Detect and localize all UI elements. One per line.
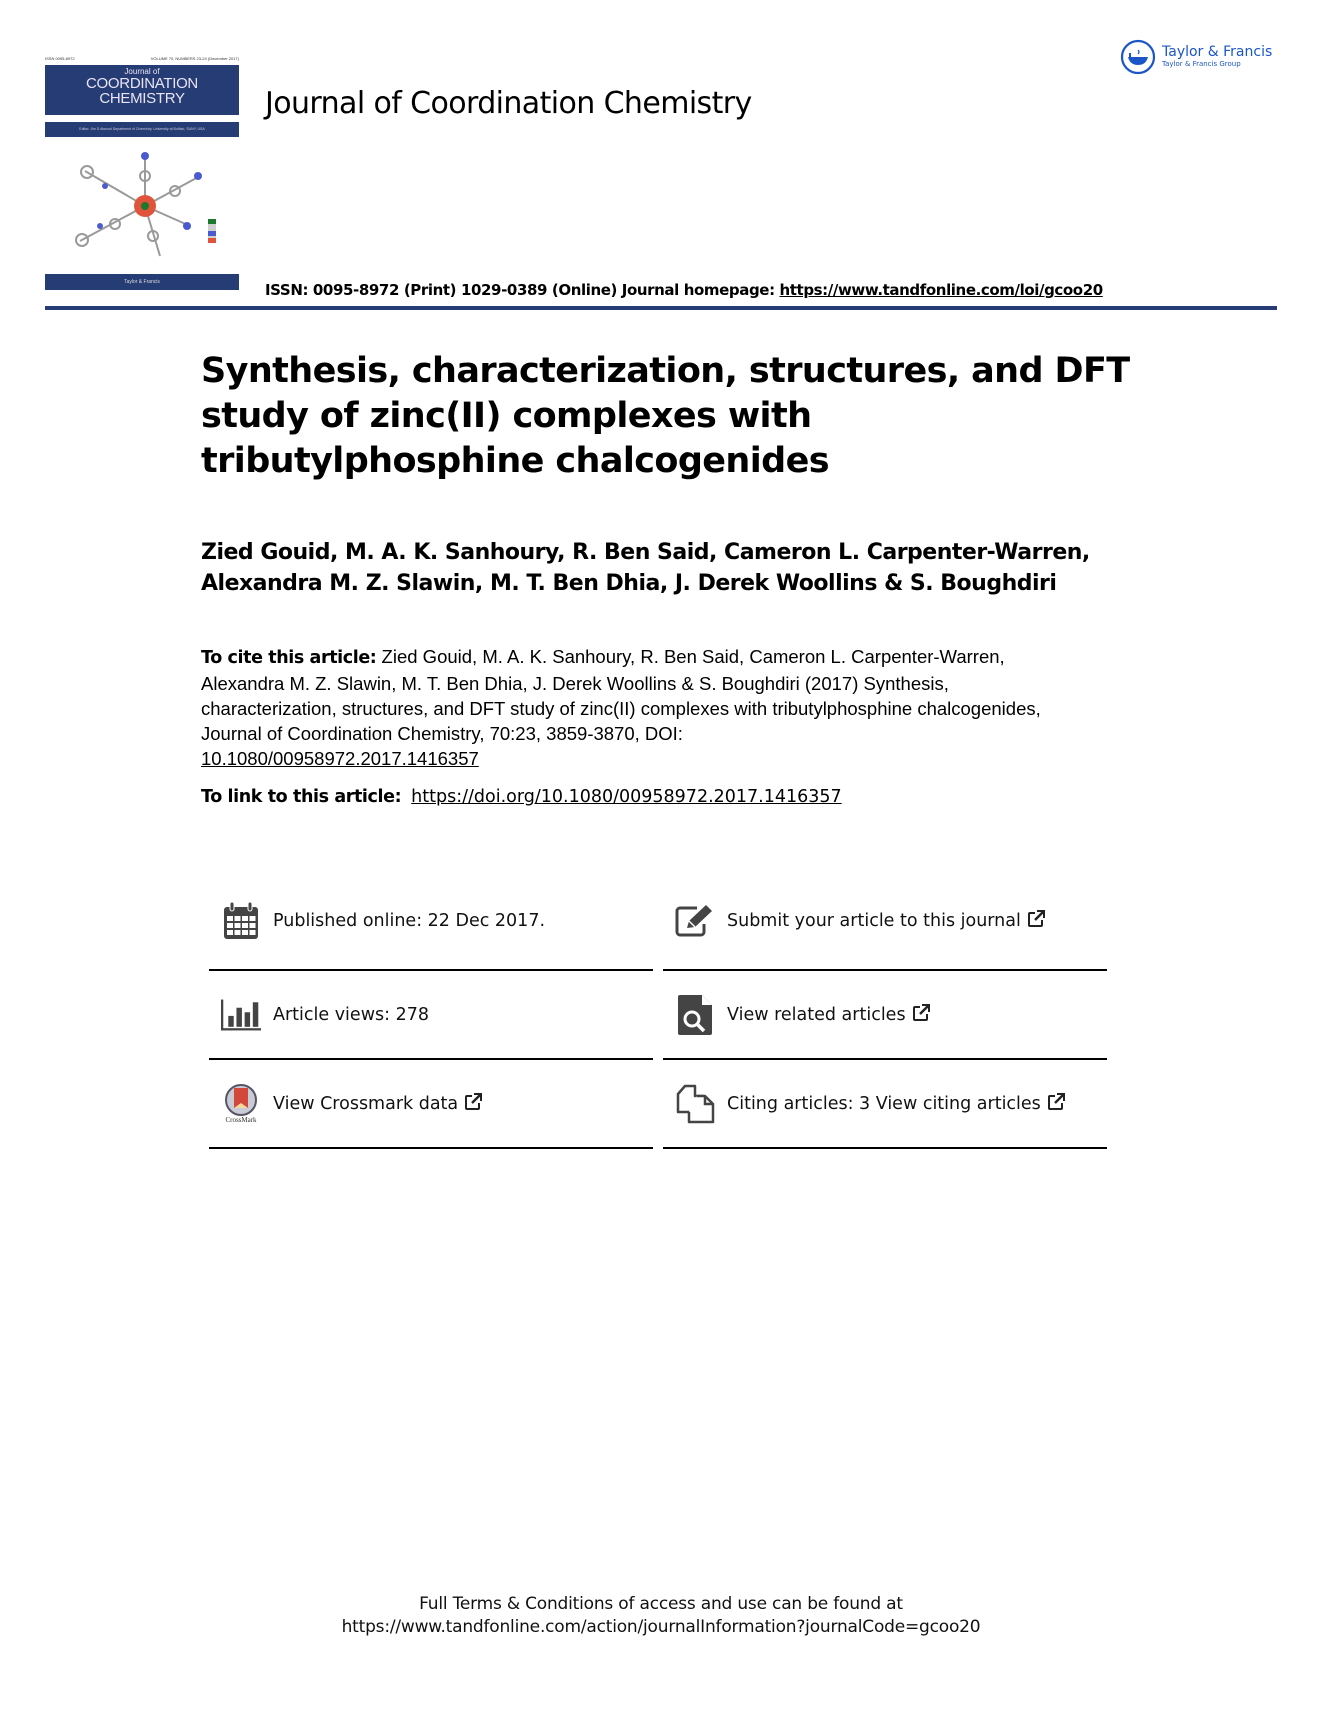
footer-terms-url[interactable]: https://www.tandfonline.com/action/journalInformation?journalCode=gcoo20: [341, 1617, 981, 1637]
related-articles-item[interactable]: [663, 971, 1107, 1059]
cover-title-band: [45, 65, 239, 115]
published-online-label: Published online: 22 Dec 2017.: [273, 911, 546, 931]
article-views-label: Article views: 278: [273, 1005, 429, 1025]
citing-articles-item[interactable]: [663, 1060, 1107, 1148]
external-link-icon: [464, 1093, 482, 1116]
cover-header-strip: [45, 56, 239, 64]
related-articles-label[interactable]: View related articles: [727, 1005, 906, 1025]
grid-divider: [663, 1147, 1107, 1149]
cite-label: To cite this article:: [201, 648, 377, 668]
link-label: To link to this article:: [201, 787, 402, 807]
publisher-name: Taylor & Francis: [1162, 44, 1273, 60]
cover-volume: VOLUME 70, NUMBERS 23-24 (December 2017): [150, 56, 239, 61]
submit-article-label[interactable]: Submit your article to this journal: [727, 911, 1021, 931]
article-views-item: [209, 971, 653, 1059]
footer-line-1: Full Terms & Conditions of access and use can be found at: [419, 1594, 903, 1614]
crossmark-caption: CrossMark: [225, 1116, 257, 1124]
terms-footer: [0, 1593, 1322, 1639]
molecular-structure-illustration: [65, 146, 225, 261]
cover-publisher-band: Taylor & Francis: [45, 274, 239, 290]
cover-title-line1: COORDINATION: [86, 75, 198, 92]
cover-journal-of: Journal of: [124, 67, 160, 76]
crossmark-icon: [221, 1084, 261, 1124]
header-divider: [45, 306, 1277, 310]
article-link-line: [201, 787, 842, 807]
submit-article-item[interactable]: [663, 877, 1107, 965]
publisher-group: Taylor & Francis Group: [1162, 60, 1241, 68]
issn-line: [265, 281, 1103, 299]
journal-homepage-link[interactable]: https://www.tandfonline.com/loi/gcoo20: [779, 281, 1103, 299]
citation-block: [201, 644, 1081, 771]
journal-cover-image: [45, 56, 239, 292]
lamp-icon: [1120, 39, 1156, 75]
article-authors: Zied Gouid, M. A. K. Sanhoury, R. Ben Said, Cameron L. Carpenter-Warren, Alexandra M. Z. Slawin, M. T. Ben Dhia, J. Derek Woollins & S. Boughdiri: [201, 540, 1090, 596]
cover-title-line2: CHEMISTRY: [99, 90, 185, 107]
document-search-icon: [675, 995, 715, 1035]
journal-title: Journal of Coordination Chemistry: [265, 86, 752, 121]
cite-doi-link[interactable]: 10.1080/00958972.2017.1416357: [201, 748, 479, 769]
published-online-item: [209, 877, 653, 965]
edit-icon: [675, 901, 715, 941]
crossmark-item[interactable]: [209, 1060, 653, 1148]
calendar-icon: [221, 901, 261, 941]
grid-divider: [209, 1147, 653, 1149]
external-link-icon: [1047, 1093, 1065, 1116]
external-link-icon: [1027, 910, 1045, 933]
external-link-icon: [912, 1004, 930, 1027]
cite-text: Zied Gouid, M. A. K. Sanhoury, R. Ben Said, Cameron L. Carpenter-Warren, Alexandra M. Z. Slawin, M. T. Ben Dhia, J. Derek Woollins & S. Boughdiri (2017) Synthesis, characterization, structures, and DFT study of zinc(II) complexes with tributylphosphine chalcogenides, Journal of Coordination Chemistry, 70:23, 3859-3870, DOI:: [201, 646, 1041, 744]
publisher-logo[interactable]: [1120, 39, 1272, 75]
citing-articles-label[interactable]: Citing articles: 3 View citing articles: [727, 1094, 1041, 1114]
bar-chart-icon: [221, 995, 261, 1035]
cover-issn: ISSN 0095-8972: [45, 56, 75, 61]
crossmark-label[interactable]: View Crossmark data: [273, 1094, 459, 1114]
article-doi-link[interactable]: https://doi.org/10.1080/00958972.2017.1416357: [411, 787, 842, 807]
cover-editor-band: Editor: Jim D Atwood Department of Chemistry, University at Buffalo, SUNY, USA: [45, 122, 239, 137]
copy-documents-icon: [675, 1084, 715, 1124]
article-title: Synthesis, characterization, structures, and DFT study of zinc(II) complexes with tributylphosphine chalcogenides: [201, 351, 1130, 481]
issn-text: ISSN: 0095-8972 (Print) 1029-0389 (Online) Journal homepage:: [265, 281, 780, 299]
